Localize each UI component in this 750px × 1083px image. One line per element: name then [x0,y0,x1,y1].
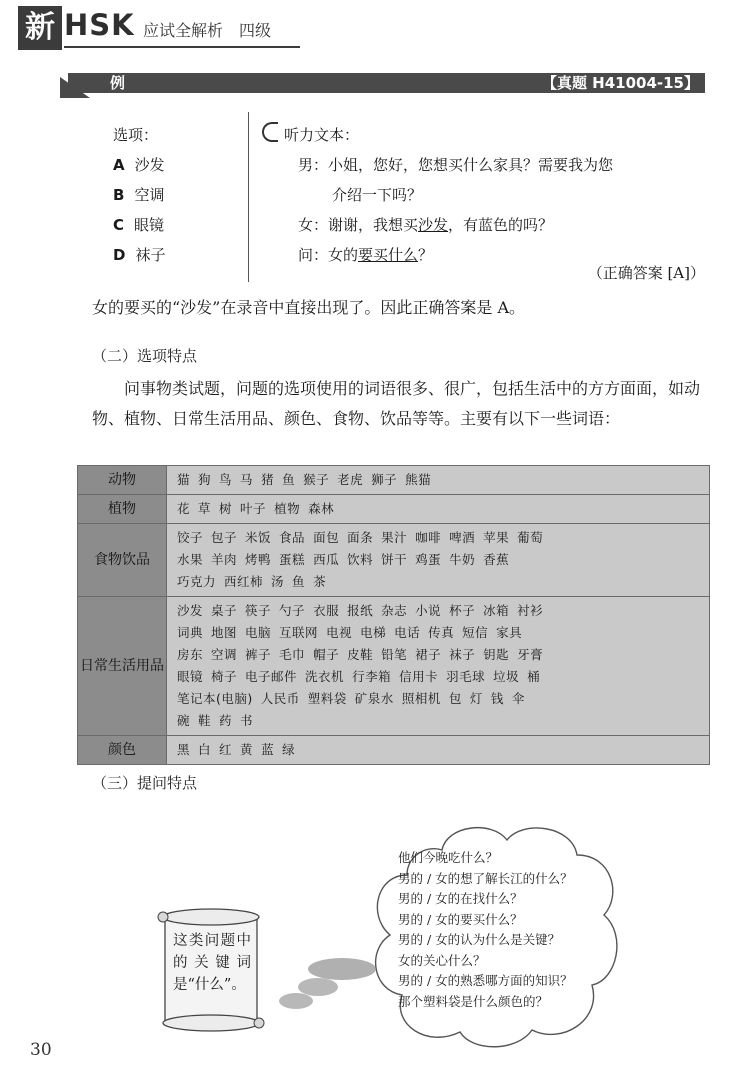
header-rule [64,46,300,48]
vocab-words [167,524,710,597]
vocab-category: 动物 [78,466,167,495]
vocab-word: 包子 [211,530,238,545]
vocab-row [78,466,710,495]
vocab-line [177,666,701,688]
vocab-table [77,465,710,765]
vocab-word: 电梯 [360,625,387,640]
vocab-word: 人民币 [260,691,300,706]
vocab-word: 空调 [211,647,238,662]
vocab-line [177,571,701,593]
vocab-word: 行李箱 [352,669,392,684]
option-c: C 眼镜 [113,216,165,234]
section-3-title: （三）提问特点 [92,774,198,792]
vocab-word: 饮料 [347,552,374,567]
vocab-word: 裙子 [415,647,442,662]
dialogue-line-1: 男：小姐，您好，您想买什么家具？需要我为您 [298,156,614,174]
example-banner [68,73,705,93]
vocab-word: 电脑 [245,625,272,640]
vocab-word: 互联网 [279,625,319,640]
vocab-word: 短信 [462,625,489,640]
vocab-word: 茶 [313,574,327,589]
vocab-word: 衣服 [313,603,340,618]
dialogue-line-3: 问：女的要买什么？ [298,246,434,264]
vocab-word: 烤鸭 [245,552,272,567]
vocab-word: 面包 [313,530,340,545]
vocab-word: 桶 [527,669,541,684]
vocab-word: 猴子 [303,472,330,487]
vocab-word: 啤酒 [449,530,476,545]
vocab-word: 钱 [490,691,504,706]
vocab-word: 垃圾 [493,669,520,684]
correct-answer: （正确答案 [A]） [587,264,705,282]
vocab-row [78,524,710,597]
vocab-word: 熊猫 [405,472,432,487]
vocab-words [167,597,710,736]
vocab-category: 颜色 [78,736,167,765]
section-2-paragraph: 问事物类试题，问题的选项使用的词语很多、很广，包括生活中的方方面面，如动物、植物、日常生活用品、颜色、食物、饮品等等。主要有以下一些词语： [92,379,701,428]
cloud-question: 男的 / 女的认为什么是关键？ [398,932,561,947]
dialogue-line-1-cont: 介绍一下吗？ [332,186,423,204]
cloud-question: 女的关心什么？ [398,952,486,968]
vocab-word: 鱼 [282,472,296,487]
dialogue-line-2: 女：谢谢，我想买沙发，有蓝色的吗？ [298,216,554,234]
vocab-word: 帽子 [313,647,340,662]
vocab-word: 猪 [261,472,275,487]
vocab-word: 鸟 [219,472,233,487]
header-badge: 新 [18,6,62,50]
section-2-title: （二）选项特点 [92,347,198,365]
vocab-word: 洗衣机 [305,669,345,684]
banner-tab-shape [60,68,90,98]
vocab-word: 鞋 [198,713,212,728]
vocab-word: 桌子 [211,603,238,618]
vocab-category: 食物饮品 [78,524,167,597]
vocab-line [177,469,701,491]
vocab-word: 伞 [511,691,525,706]
vocab-word: 书 [240,713,254,728]
vocab-word: 老虎 [337,472,364,487]
cloud-question: 男的 / 女的在找什么？ [398,891,523,906]
vocab-word: 黑 [177,742,191,757]
vocab-word: 绿 [282,742,296,757]
vocab-word: 猫 [177,472,191,487]
vocab-word: 毛巾 [279,647,306,662]
vocab-word: 灯 [469,691,483,706]
page-number: 30 [30,1040,52,1060]
vocab-word: 塑料袋 [307,691,347,706]
column-divider [248,112,249,282]
headphone-icon [262,122,278,142]
vocab-word: 水果 [177,552,204,567]
vocab-word: 狮子 [371,472,398,487]
cloud-question: 男的 / 女的要买什么？ [398,911,523,927]
vocab-word: 白 [198,742,212,757]
vocab-line [177,527,701,549]
vocab-word: 牙膏 [517,647,544,662]
scroll-note: 这类问题中的关键词是“什么”。 [173,933,251,993]
vocab-word: 信用卡 [399,669,439,684]
vocab-word: 碗 [177,713,191,728]
vocab-category: 日常生活用品 [78,597,167,736]
vocab-row [78,495,710,524]
vocab-line [177,549,701,571]
page-header [18,6,293,46]
cloud-question: 他们今晚吃什么？ [398,850,499,865]
vocab-word: 电话 [394,625,421,640]
vocab-word: 饼干 [381,552,408,567]
vocab-word: 报纸 [347,603,374,618]
vocab-category: 植物 [78,495,167,524]
vocab-word: 西瓜 [313,552,340,567]
vocab-line [177,688,701,710]
vocab-line [177,622,701,644]
vocab-word: 眼镜 [177,669,204,684]
vocab-word: 杂志 [381,603,408,618]
vocab-word: 衬衫 [517,603,544,618]
vocab-word: 蓝 [261,742,275,757]
vocab-word: 羊肉 [211,552,238,567]
audio-text-block [262,120,707,270]
vocab-word: 沙发 [177,603,204,618]
vocab-word: 植物 [274,501,301,516]
vocab-word: 传真 [428,625,455,640]
vocab-word: 狗 [198,472,212,487]
vocab-word: 羽毛球 [446,669,486,684]
vocab-word: 袜子 [449,647,476,662]
vocab-words [167,736,710,765]
vocab-word: 花 [177,501,191,516]
vocab-word: 房东 [177,647,204,662]
options-block [113,120,165,270]
vocab-word: 电视 [326,625,353,640]
banner-label: 例 [110,74,126,92]
vocab-word: 词典 [177,625,204,640]
option-b: B 空调 [113,186,165,204]
header-brand: HSK [64,8,135,42]
cloud-questions [398,848,573,1012]
vocab-words [167,466,710,495]
vocab-word: 鸡蛋 [415,552,442,567]
vocab-word: 面条 [347,530,374,545]
vocab-word: 食品 [279,530,306,545]
vocab-word: 鱼 [292,574,306,589]
vocab-row [78,597,710,736]
vocab-word: 椅子 [211,669,238,684]
vocab-word: 果汁 [381,530,408,545]
vocab-word: 马 [240,472,254,487]
vocab-word: 饺子 [177,530,204,545]
vocab-word: 冰箱 [483,603,510,618]
audio-heading: 听力文本： [262,120,707,150]
vocab-line [177,710,701,732]
header-title: 应试全解析 四级 [143,21,272,40]
vocab-line [177,739,701,761]
vocab-row [78,736,710,765]
vocab-word: 家具 [496,625,523,640]
cloud-question: 男的 / 女的想了解长江的什么？ [398,870,573,886]
vocab-word: 裤子 [245,647,272,662]
banner-source: 【真题 H41004-15】 [541,74,699,92]
vocab-word: 铅笔 [381,647,408,662]
vocab-word: 皮鞋 [347,647,374,662]
vocab-word: 西红柿 [224,574,264,589]
vocab-word: 地图 [211,625,238,640]
vocab-word: 黄 [240,742,254,757]
vocab-word: 药 [219,713,233,728]
vocab-word: 草 [198,501,212,516]
vocab-word: 森林 [308,501,335,516]
vocab-word: 矿泉水 [354,691,394,706]
vocab-line [177,644,701,666]
vocab-word: 筷子 [245,603,272,618]
vocab-word: 电子邮件 [245,669,298,684]
vocab-word: 叶子 [240,501,267,516]
vocab-word: 咖啡 [415,530,442,545]
options-heading: 选项： [113,126,159,144]
option-d: D 袜子 [113,246,166,264]
vocab-word: 葡萄 [517,530,544,545]
cloud-question: 那个塑料袋是什么颜色的？ [398,993,549,1009]
vocab-word: 米饭 [245,530,272,545]
vocab-word: 汤 [271,574,285,589]
vocab-word: 巧克力 [177,574,217,589]
thought-bubbles [270,955,380,1010]
vocab-word: 照相机 [401,691,441,706]
vocab-word: 钥匙 [483,647,510,662]
vocab-word: 包 [448,691,462,706]
vocab-word: 笔记本(电脑) [177,691,253,706]
vocab-word: 香蕉 [483,552,510,567]
vocab-word: 红 [219,742,233,757]
vocab-line [177,600,701,622]
vocab-word: 蛋糕 [279,552,306,567]
vocab-words [167,495,710,524]
cloud-question: 男的 / 女的熟悉哪方面的知识？ [398,973,573,988]
vocab-word: 树 [219,501,233,516]
vocab-word: 杯子 [449,603,476,618]
vocab-word: 牛奶 [449,552,476,567]
explanation-text: 女的要买的“沙发”在录音中直接出现了。因此正确答案是 A。 [92,298,526,317]
vocab-word: 勺子 [279,603,306,618]
vocab-word: 苹果 [483,530,510,545]
vocab-word: 小说 [415,603,442,618]
vocab-line [177,498,701,520]
option-a: A 沙发 [113,156,165,174]
